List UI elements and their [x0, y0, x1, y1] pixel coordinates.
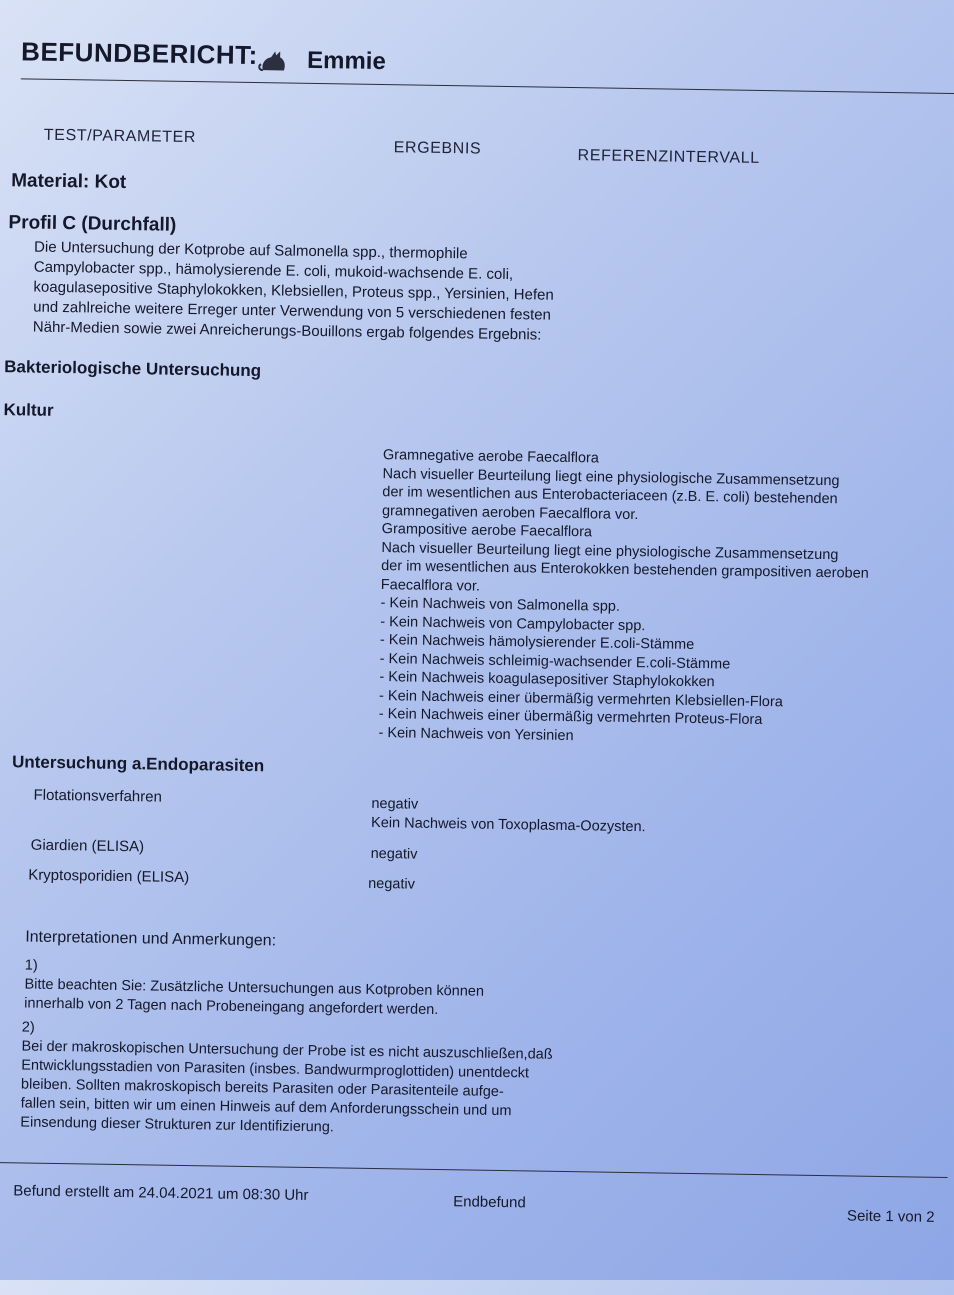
culture-heading: Kultur	[3, 400, 54, 420]
note-line: Entwicklungsstadien von Parasiten (insbes. Bandwurmproglottiden) unentdeckt	[21, 1057, 530, 1082]
note-number: 1)	[24, 957, 38, 974]
text-line: und zahlreiche weitere Erreger unter Verwendung von 5 verschiedenen festen	[33, 298, 552, 324]
result-line: - Kein Nachweis einer übermäßig vermehrten Proteus-Flora	[378, 706, 763, 729]
result-line: - Kein Nachweis einer übermäßig vermehrten Klebsiellen-Flora	[378, 687, 783, 710]
test-label-cryptosporidia: Kryptosporidien (ELISA)	[28, 866, 190, 887]
note-2	[20, 1018, 553, 1140]
endoparasites-heading: Untersuchung a.Endoparasiten	[11, 752, 265, 776]
note-1	[24, 957, 484, 1021]
footer-created: Befund erstellt am 24.04.2021 um 08:30 Uhr	[13, 1182, 309, 1204]
culture-results	[378, 446, 870, 750]
test-result-cryptosporidia: negativ	[368, 875, 416, 893]
result-line: Faecalflora vor.	[380, 576, 481, 595]
result-line: gramnegativen aeroben Faecalflora vor.	[381, 502, 639, 523]
result-line: - Kein Nachweis von Yersinien	[378, 724, 574, 744]
column-test: TEST/PARAMETER	[43, 126, 197, 147]
result-line: Grampositive aerobe Faecalflora	[381, 521, 593, 541]
test-note-flotation: Kein Nachweis von Toxoplasma-Oozysten.	[370, 814, 646, 836]
result-line: - Kein Nachweis koagulasepositiver Staphylokokken	[379, 669, 715, 691]
column-result: ERGEBNIS	[393, 139, 482, 158]
profile-description	[33, 238, 555, 346]
result-line: - Kein Nachweis hämolysierender E.coli-Stämme	[379, 632, 695, 653]
cat-icon	[257, 42, 293, 75]
text-line: Campylobacter spp., hämolysierende E. coli, mukoid-wachsende E. coli,	[33, 258, 514, 284]
result-line: - Kein Nachweis von Salmonella spp.	[380, 595, 621, 615]
result-line: Nach visueller Beurteilung liegt eine physiologische Zusammensetzung	[381, 539, 839, 563]
patient-name: Emmie	[306, 46, 386, 76]
text-line: koagulasepositive Staphylokokken, Klebsiellen, Proteus spp., Yersinien, Hefen	[33, 278, 554, 304]
note-line: Bei der makroskopischen Untersuchung der Probe ist es nicht auszuschließen,daß	[21, 1038, 553, 1063]
result-line: der im wesentlichen aus Enterobacteriaceen (z.B. E. coli) bestehenden	[382, 484, 838, 508]
note-number: 2)	[21, 1019, 35, 1036]
profile-heading: Profil C (Durchfall)	[8, 212, 177, 236]
header-divider	[21, 78, 954, 94]
result-line: Nach visueller Beurteilung liegt eine physiologische Zusammensetzung	[382, 465, 840, 489]
test-result-flotation: negativ	[371, 795, 419, 813]
bacteriology-heading: Bakteriologische Untersuchung	[4, 357, 262, 381]
text-line: Die Untersuchung der Kotprobe auf Salmonella spp., thermophile	[33, 238, 468, 263]
material-heading: Material: Kot	[10, 170, 127, 194]
result-line: - Kein Nachweis von Campylobacter spp.	[380, 613, 646, 634]
interpretation-heading: Interpretationen und Anmerkungen:	[25, 928, 277, 950]
result-line: der im wesentlichen aus Enterokokken bestehenden grampositiven aeroben	[381, 558, 869, 582]
footer-page: Seite 1 von 2	[846, 1207, 935, 1226]
footer-status: Endbefund	[453, 1193, 526, 1212]
test-label-flotation: Flotationsverfahren	[33, 786, 163, 806]
note-line: innerhalb von 2 Tagen nach Probeneingang angefordert werden.	[24, 995, 439, 1019]
note-line: Bitte beachten Sie: Zusätzliche Untersuchungen aus Kotproben können	[24, 976, 485, 1000]
report-title: BEFUNDBERICHT:	[20, 36, 259, 71]
note-line: fallen sein, bitten wir um einen Hinweis auf dem Anforderungsschein und um	[20, 1095, 512, 1120]
column-reference: REFERENZINTERVALL	[577, 147, 760, 167]
result-line: - Kein Nachweis schleimig-wachsender E.coli-Stämme	[379, 650, 731, 673]
text-line: Nähr-Medien sowie zwei Anreicherungs-Bouillons ergab folgendes Ergebnis:	[32, 318, 542, 344]
footer-divider	[0, 1162, 948, 1178]
test-label-giardia: Giardien (ELISA)	[30, 836, 145, 856]
test-result-giardia: negativ	[370, 845, 418, 863]
result-line: Gramnegative aerobe Faecalflora	[382, 447, 600, 467]
note-line: Einsendung dieser Strukturen zur Identifizierung.	[20, 1114, 335, 1136]
note-line: bleiben. Sollten makroskopisch bereits Parasiten oder Parasitenteile aufge-	[20, 1076, 504, 1101]
